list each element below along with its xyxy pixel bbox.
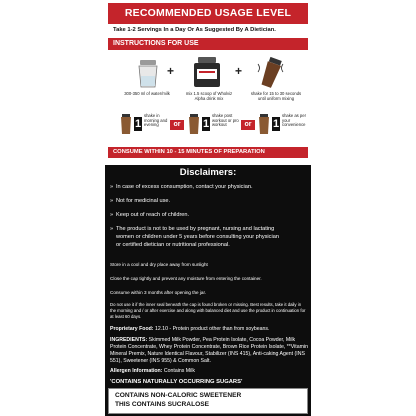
sucralose-line: THIS CONTAINS SUCRALOSE bbox=[115, 400, 210, 408]
step3-caption: shake for 15 to 30 seconds until uniform mixing bbox=[250, 91, 302, 101]
seal-note-text: Do not use it if the inner seal beneath the cap is found broken or missing. Best results, take it daily in the morning and / or after exercise and along with balanced diet and use the product in continuation for at least 60 days. bbox=[110, 302, 306, 319]
sweetener-box bbox=[108, 388, 308, 414]
usage-section bbox=[105, 0, 311, 165]
disclaimer-bullet: » Keep out of reach of children. bbox=[110, 212, 190, 218]
sweetener-line: CONTAINS NON-CALORIC SWEETENER bbox=[115, 392, 242, 399]
or-label: or bbox=[241, 120, 255, 130]
take-servings-text: Take 1-2 Servings In a Day Or As Suggested By A Dietician. bbox=[113, 27, 276, 33]
disclaimers-title: Disclaimers: bbox=[179, 167, 237, 178]
step1-caption: 300-350 ml of water/milk bbox=[124, 91, 170, 96]
time-number: 1 bbox=[134, 118, 142, 130]
storage-text: Store in a cool and dry place away from sunlight bbox=[110, 262, 208, 267]
jar-icon bbox=[191, 56, 223, 88]
disclaimer-bullet: » The product is not to be used by pregnant, nursing and lactating women or children under 5 years before consulting your physician or certified dietician or nutritional professional. bbox=[110, 226, 279, 249]
time-number: 1 bbox=[202, 118, 210, 130]
ingredients: INGREDIENTS: Skimmed Milk Powder, Pea Protein Isolate, Cocoa Powder, Milk Protein Concentrate, Whey Protein Concentrate, Brown Rice Protein Isolate, **Vitamin Mineral Premix, Nature Identical Flavour, Stabilizer (INS 415), Anti-caking Agent (INS 551), Sweetener (INS 955) & Common Salt. bbox=[110, 337, 308, 365]
plus-icon: + bbox=[167, 64, 175, 78]
usage-header: RECOMMENDED USAGE LEVEL bbox=[108, 3, 308, 24]
consume-months-text: Consume within 3 months after opening the jar. bbox=[110, 290, 207, 295]
close-cap-text: Close the cap tightly and prevent any moisture from entering the container. bbox=[110, 276, 262, 281]
allergen-info: Allergen Information: Contains Milk bbox=[110, 368, 196, 374]
proprietary-food: Proprietary Food: 12.10 - Protein product other than from soybeans. bbox=[110, 326, 270, 332]
disclaimer-bullet: » Not for medicinal use. bbox=[110, 198, 171, 204]
instructions-title: INSTRUCTIONS FOR USE bbox=[108, 38, 308, 50]
sugars-statement: 'CONTAINS NATURALLY OCCURRING SUGARS' bbox=[110, 379, 243, 385]
time1-caption: shake in morning and evening bbox=[144, 113, 168, 128]
consume-banner: CONSUME WITHIN 10 - 15 MINUTES OF PREPARATION bbox=[108, 147, 308, 158]
drink-bottle-icon bbox=[257, 113, 271, 135]
time-number: 1 bbox=[272, 118, 280, 130]
time2-caption: shake post workout or pro workout bbox=[212, 113, 239, 128]
shaking-bottle-icon bbox=[255, 56, 287, 90]
drink-bottle-icon bbox=[119, 113, 133, 135]
disclaimer-bullet: » In case of excess consumption, contact your physician. bbox=[110, 184, 253, 190]
time3-caption: shake as per your convenience bbox=[282, 113, 306, 128]
shaker-bottle-icon bbox=[135, 58, 161, 88]
drink-bottle-icon bbox=[187, 113, 201, 135]
or-label: or bbox=[170, 120, 184, 130]
plus-icon: + bbox=[235, 64, 243, 78]
label-panel bbox=[105, 0, 311, 416]
step2-caption: mix 1.5 scoop of Wholviz Alpha drink mix bbox=[185, 91, 233, 101]
